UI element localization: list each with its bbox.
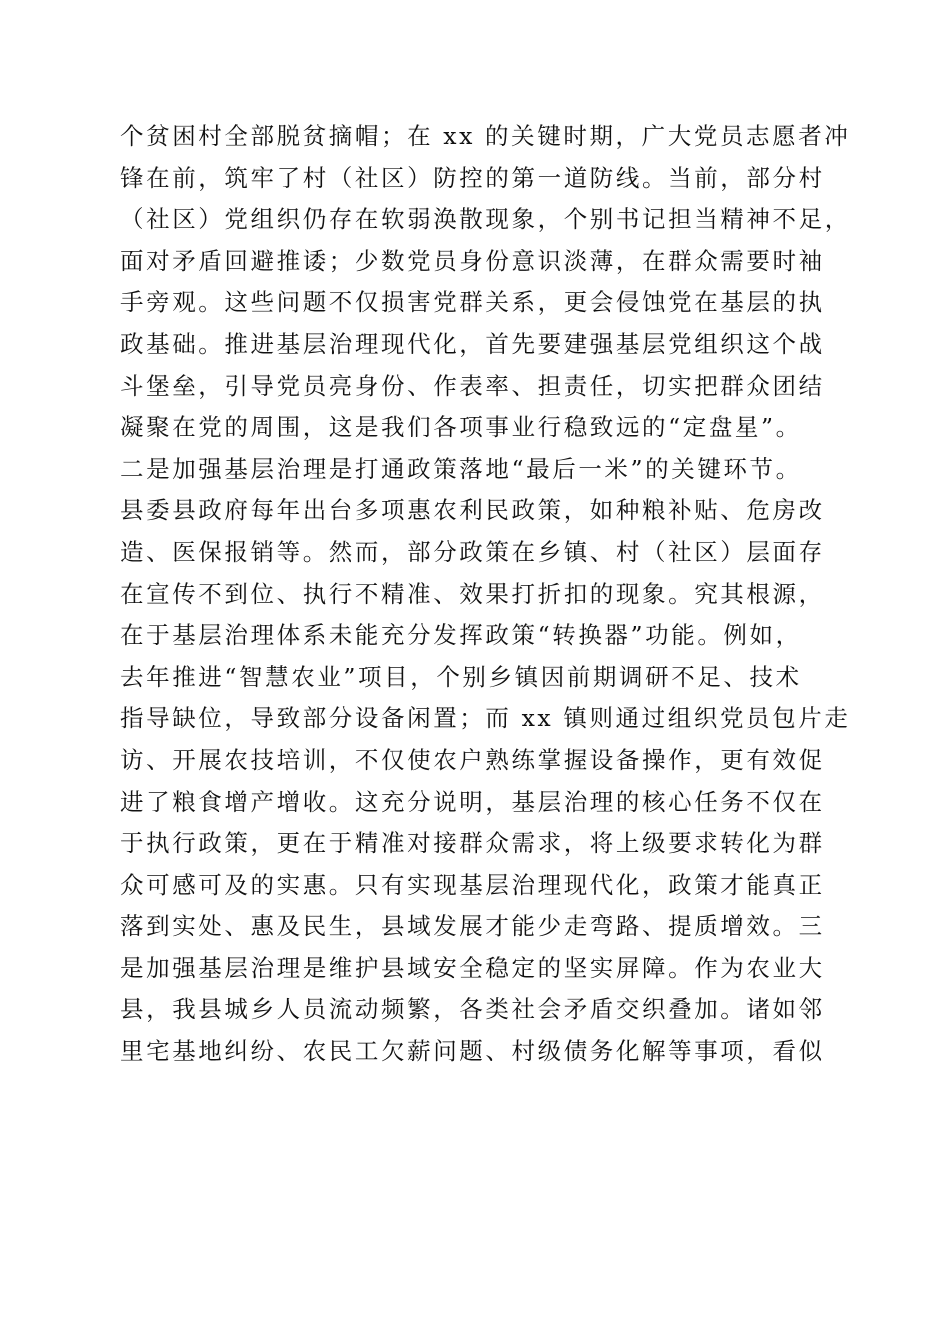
text-line: 锋在前，筑牢了村（社区）防控的第一道防线。当前，部分村: [120, 163, 825, 192]
text-line: 面对矛盾回避推诿；少数党员身份意识淡薄，在群众需要时袖: [120, 246, 825, 275]
text-line: 造、医保报销等。然而，部分政策在乡镇、村（社区）层面存: [120, 537, 825, 566]
text-line: 县，我县城乡人员流动频繁，各类社会矛盾交织叠加。诸如邻: [120, 995, 825, 1024]
text-line: 在宣传不到位、执行不精准、效果打折扣的现象。究其根源，: [120, 579, 825, 608]
text-line: 是加强基层治理是维护县域安全稳定的坚实屏障。作为农业大: [120, 953, 825, 982]
text-line: 在于基层治理体系未能充分发挥政策“转换器”功能。例如，: [120, 621, 802, 650]
body-text: [120, 116, 851, 1073]
text-line: 进了粮食增产增收。这充分说明，基层治理的核心任务不仅在: [120, 787, 825, 816]
text-line: 众可感可及的实惠。只有实现基层治理现代化，政策才能真正: [120, 870, 825, 899]
text-line: （社区）党组织仍存在软弱涣散现象，个别书记担当精神不足，: [120, 205, 851, 234]
text-line: 凝聚在党的周围，这是我们各项事业行稳致远的“定盘星”。: [120, 413, 802, 442]
text-line: 访、开展农技培训，不仅使农户熟练掌握设备操作，更有效促: [120, 745, 825, 774]
text-line: 政基础。推进基层治理现代化，首先要建强基层党组织这个战: [120, 329, 825, 358]
text-line: 于执行政策，更在于精准对接群众需求，将上级要求转化为群: [120, 829, 825, 858]
text-line: 去年推进“智慧农业”项目，个别乡镇因前期调研不足、技术: [120, 662, 802, 691]
text-line: 落到实处、惠及民生，县域发展才能少走弯路、提质增效。三: [120, 912, 825, 941]
text-line: 个贫困村全部脱贫摘帽；在 xx 的关键时期，广大党员志愿者冲: [120, 122, 851, 150]
text-line: 县委县政府每年出台多项惠农利民政策，如种粮补贴、危房改: [120, 496, 825, 525]
text-line: 里宅基地纠纷、农民工欠薪问题、村级债务化解等事项，看似: [120, 1037, 825, 1066]
text-line: 二是加强基层治理是打通政策落地“最后一米”的关键环节。: [120, 454, 802, 483]
text-line: 手旁观。这些问题不仅损害党群关系，更会侵蚀党在基层的执: [120, 288, 825, 317]
text-line: 斗堡垒，引导党员亮身份、作表率、担责任，切实把群众团结: [120, 371, 825, 400]
text-line: 指导缺位，导致部分设备闲置；而 xx 镇则通过组织党员包片走: [120, 704, 851, 733]
